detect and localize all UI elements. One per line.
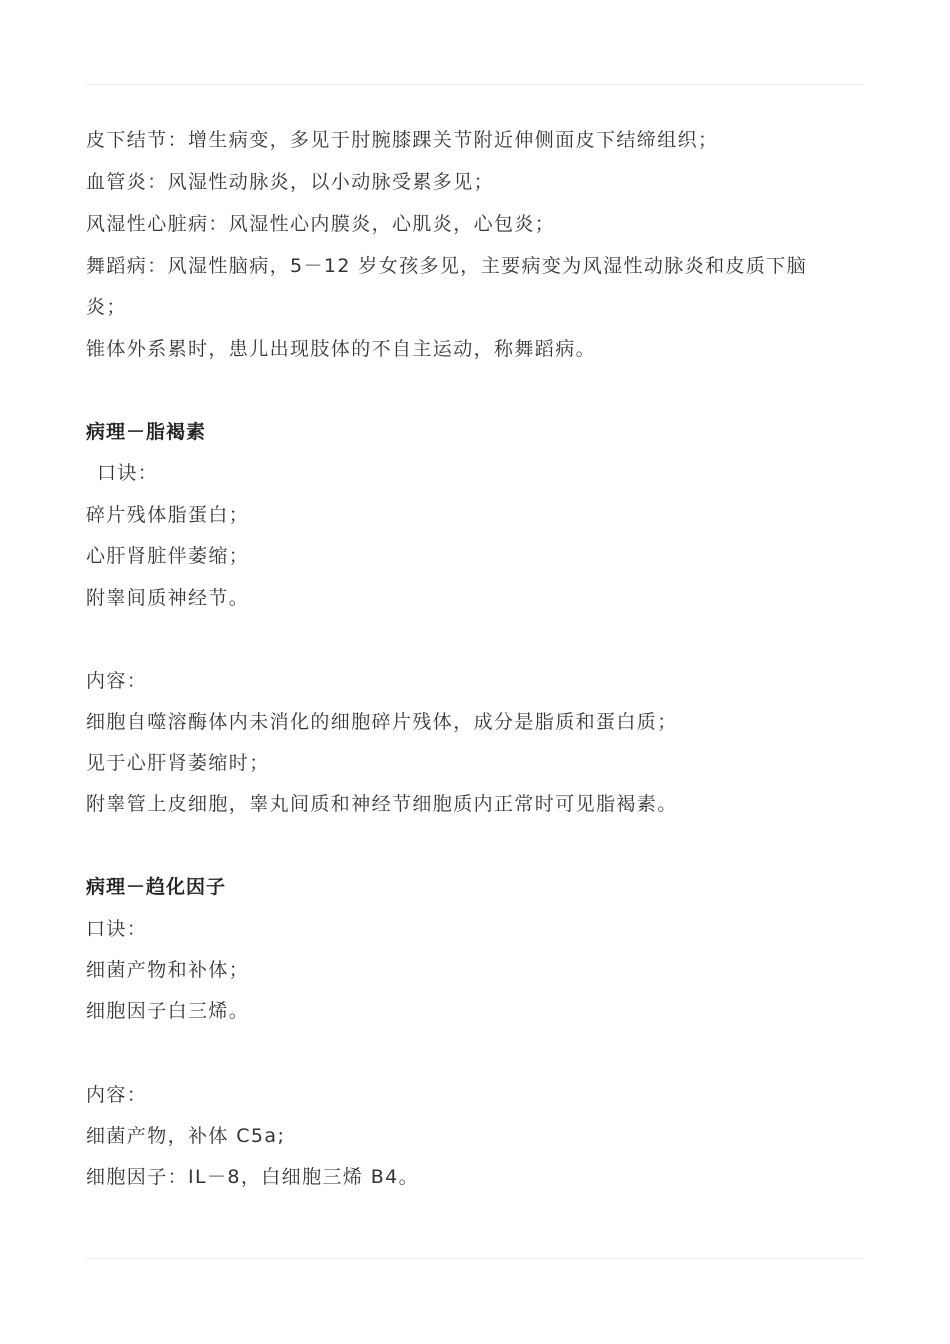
mnemonic-line: 心肝肾脏伴萎缩； (86, 545, 250, 567)
mnemonic-label: 口诀： (86, 918, 148, 940)
text-line: 血管炎：风湿性动脉炎，以小动脉受累多见； (86, 171, 495, 193)
mnemonic-label: 口诀： (97, 462, 159, 484)
section-heading: 病理－趋化因子 (86, 876, 227, 898)
mnemonic-line: 细菌产物和补体； (86, 959, 250, 981)
content-line: 细胞自噬溶酶体内未消化的细胞碎片残体，成分是脂质和蛋白质； (86, 711, 678, 733)
section-heading: 病理－脂褐素 (86, 421, 207, 443)
content-line: 细菌产物，补体 C5a; (86, 1125, 286, 1147)
text-line: 风湿性心脏病：风湿性心内膜炎，心肌炎，心包炎； (86, 213, 556, 235)
bottom-divider (86, 1258, 864, 1259)
content-line: 细胞因子：IL－8，白细胞三烯 B4。 (86, 1166, 420, 1188)
mnemonic-line: 附睾间质神经节。 (86, 587, 250, 609)
content-label: 内容： (86, 670, 148, 692)
text-line: 舞蹈病：风湿性脑病，5－12 岁女孩多见，主要病变为风湿性动脉炎和皮质下脑 (86, 255, 808, 277)
text-line: 锥体外系累时，患儿出现肢体的不自主运动，称舞蹈病。 (86, 338, 597, 360)
mnemonic-line: 细胞因子白三烯。 (86, 1000, 250, 1022)
mnemonic-line: 碎片残体脂蛋白； (86, 504, 250, 526)
content-label: 内容： (86, 1084, 148, 1106)
text-line: 皮下结节：增生病变，多见于肘腕膝踝关节附近伸侧面皮下结缔组织； (86, 129, 719, 151)
top-divider (86, 84, 864, 85)
text-line: 炎； (86, 296, 127, 318)
content-line: 附睾管上皮细胞，睾丸间质和神经节细胞质内正常时可见脂褐素。 (86, 793, 678, 815)
content-line: 见于心肝肾萎缩时； (86, 752, 270, 774)
